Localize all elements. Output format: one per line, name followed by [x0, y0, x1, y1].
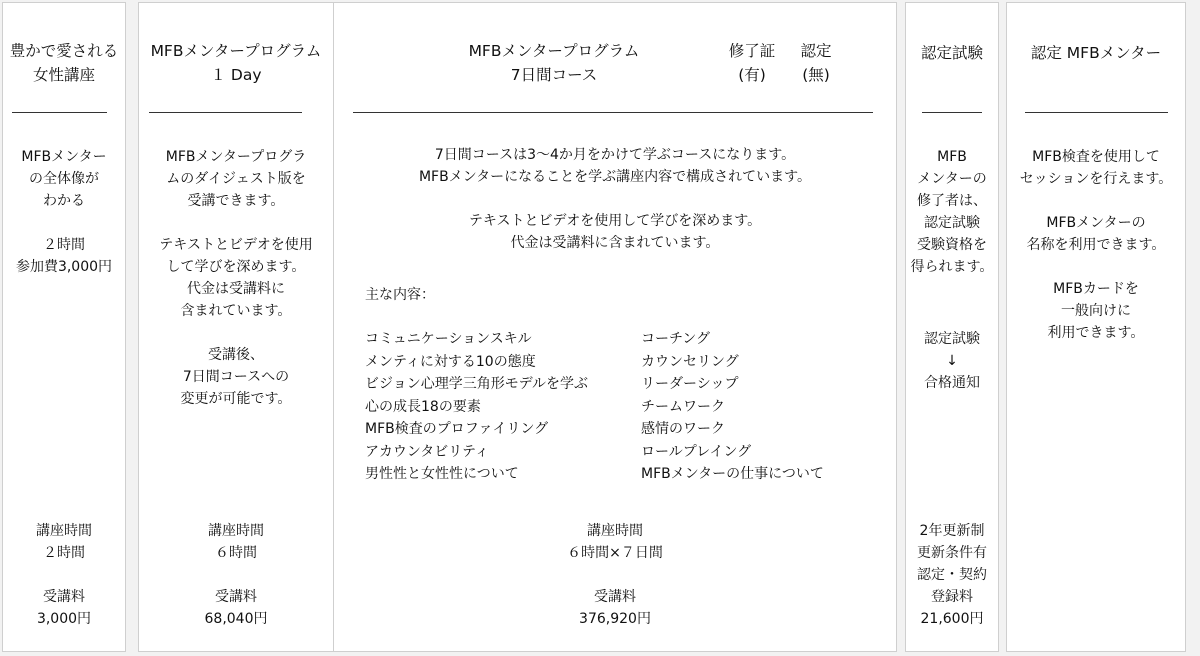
- column-title: 認定 MFBメンター: [1030, 44, 1162, 62]
- column-footer: 講座時間 ６時間×７日間 受講料 376,920円: [567, 523, 663, 627]
- column-title: MFBメンタープログラム 7日間コース: [468, 42, 640, 84]
- column-footer: 講座時間 ２時間 受講料 3,000円: [36, 523, 92, 627]
- divider: [149, 112, 302, 113]
- certificate-status: 修了証 (有): [728, 42, 776, 84]
- contents-list-left: コミュニケーションスキル メンティに対する10の態度 ビジョン心理学三角形モデルを学ぶ 心の成長18の要素 MFB検査のプロファイリング アカウンタビリティ 男性性と女性性について: [365, 331, 589, 482]
- column-title: 認定試験: [920, 44, 983, 62]
- column-title: 豊かで愛される 女性講座: [9, 42, 119, 84]
- column-footer: 講座時間 ６時間 受講料 68,040円: [204, 523, 268, 627]
- column-description: MFB メンターの 修了者は、 認定試験 受験資格を 得られます。: [910, 149, 994, 275]
- certification-status: 認定 (無): [800, 42, 832, 84]
- contents-list-right: コーチング カウンセリング リーダーシップ チームワーク 感情のワーク ロールプレイング MFBメンターの仕事について: [641, 331, 824, 482]
- divider: [353, 112, 873, 113]
- column-certified-mentor: [1006, 2, 1186, 652]
- column-exam: [905, 2, 999, 652]
- column-7day: [333, 2, 897, 652]
- column-women-course: [2, 2, 126, 652]
- column-description: MFB検査を使用して セッションを行えます。 MFBメンターの 名称を利用できます。 MFBカードを 一般向けに 利用できます。: [1019, 149, 1173, 341]
- divider: [922, 112, 982, 113]
- column-footer: 2年更新制 更新条件有 認定・契約 登録料 21,600円: [917, 523, 987, 627]
- divider: [1025, 112, 1168, 113]
- column-title: MFBメンタープログラム １ Day: [150, 42, 322, 84]
- contents-label: 主な内容：: [365, 287, 435, 303]
- exam-flow: 認定試験 ↓ 合格通知: [924, 331, 980, 391]
- column-1day: [138, 2, 334, 652]
- course-intro: 7日間コースは3〜4か月をかけて学ぶコースになります。 MFBメンターになることを学ぶ講座内容で構成されています。 テキストとビデオを使用して学びを深めます。 代金は受講料に含まれています。: [418, 147, 812, 251]
- column-description: MFBメンター の全体像が わかる ２時間 参加費3,000円: [15, 149, 113, 275]
- column-description: MFBメンタープログラ ムのダイジェスト版を 受講できます。 テキストとビデオを使用 して学びを深めます。 代金は受講料に 含まれています。 受講後、 7日間コースへの 変更が可能です。: [159, 149, 313, 407]
- divider: [12, 112, 107, 113]
